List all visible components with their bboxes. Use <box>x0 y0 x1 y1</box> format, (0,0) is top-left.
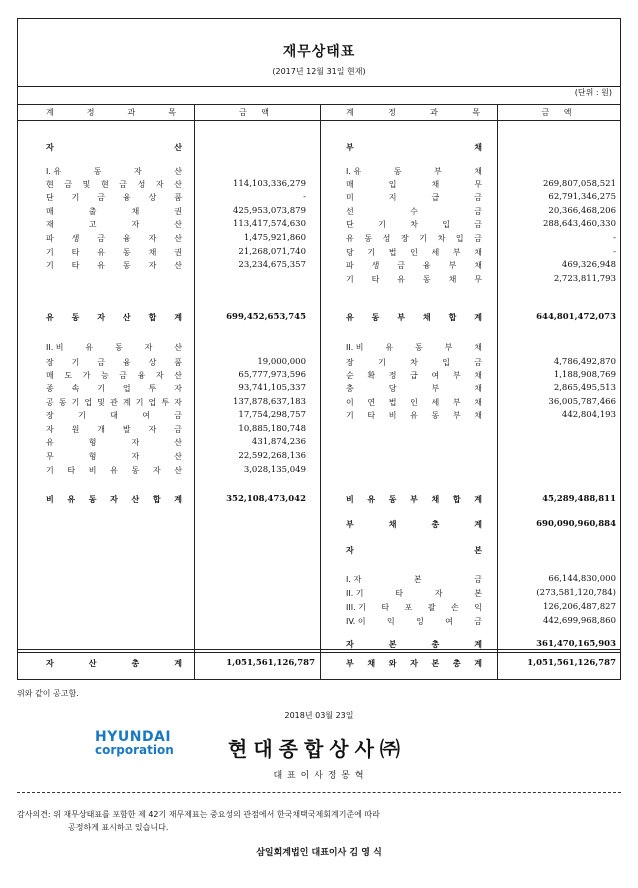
right-account-amount: - <box>613 233 616 243</box>
right-account-amount: 126,206,487,827 <box>542 602 616 612</box>
hyundai-logo: HYUNDAI <box>95 729 172 745</box>
right-account-label: 충 당 부 채 <box>346 384 482 393</box>
dashed-separator <box>17 792 621 793</box>
col-divider-2 <box>320 104 321 680</box>
totals-double-rule <box>18 652 620 653</box>
right-account-label: 매 입 채 무 <box>346 180 482 189</box>
left-account-label: 매 도 가 능 금 융 자 산 <box>46 371 182 380</box>
left-account-amount: - <box>303 192 306 202</box>
left-account-label: 현 금 및 현 금 성 자 산 <box>46 180 182 189</box>
left-account-amount <box>198 142 306 153</box>
left-account-amount: 113,417,574,630 <box>232 219 306 229</box>
right-account-label: 부 채 <box>346 143 482 152</box>
left-account-label: 공 동 기 업 및 관 계 기 업 투 자 <box>46 398 182 407</box>
right-account-label: 부 채 총 계 <box>346 520 482 529</box>
right-account-label: 자 본 <box>346 546 482 555</box>
left-account-label: 무 형 자 산 <box>46 452 182 461</box>
right-account-amount: 288,643,460,330 <box>542 219 616 229</box>
left-account-label: II. 비 유 동 자 산 <box>46 343 182 352</box>
right-account-amount: 45,289,488,811 <box>542 494 616 504</box>
right-account-label: 선 수 금 <box>346 207 482 216</box>
notice-date: 2018년 03월 23일 <box>284 711 354 720</box>
right-account-label: II. 기 타 자 본 <box>346 589 482 598</box>
left-account-label: 장 기 금 융 상 품 <box>46 358 182 367</box>
right-account-label: 유 동 부 채 합 계 <box>346 313 482 322</box>
right-account-label: II. 비 유 동 부 채 <box>346 343 482 352</box>
right-account-amount: 1,188,908,769 <box>553 370 616 380</box>
document-title: 재무상태표 <box>282 44 356 60</box>
auditor-name: 삼일회계법인 대표이사 김 영 식 <box>256 848 382 858</box>
left-account-label: 단 기 금 융 상 품 <box>46 193 182 202</box>
left-account-label: 자 산 <box>46 143 182 152</box>
left-account-label: 매 출 채 권 <box>46 207 182 216</box>
right-account-label: 유 동 성 장 기 차 입 금 <box>346 234 482 243</box>
left-account-label: 파 생 금 융 자 산 <box>46 234 182 243</box>
unit-note: (단위 : 원) <box>574 88 612 97</box>
right-account-label: I. 유 동 부 채 <box>346 167 482 176</box>
left-account-amount: 10,885,180,748 <box>238 424 306 434</box>
total-assets-amount: 1,051,561,126,787 <box>226 658 315 668</box>
right-account-amount: 4,786,492,870 <box>553 357 616 367</box>
right-account-amount: 361,470,165,903 <box>536 639 616 649</box>
left-account-amount: 352,108,473,042 <box>226 494 306 504</box>
header-account-left: 계 정 과 목 <box>46 108 176 117</box>
left-account-label: 자 원 개 발 자 금 <box>46 425 182 434</box>
corporation-logo: corporation <box>95 743 174 757</box>
left-account-label: 기 타 유 동 자 산 <box>46 261 182 270</box>
left-account-amount: 425,953,073,879 <box>232 206 306 216</box>
left-account-amount: 93,741,105,337 <box>238 383 306 393</box>
right-account-label: III. 기 타 포 괄 손 익 <box>346 603 482 612</box>
left-account-amount: 137,878,637,183 <box>232 397 306 407</box>
right-account-amount: 269,807,058,521 <box>542 179 616 189</box>
left-account-amount: 19,000,000 <box>257 357 306 367</box>
left-account-label: 기 타 비 유 동 자 산 <box>46 466 182 475</box>
notice-text: 위와 같이 공고함. <box>17 689 79 698</box>
right-account-label: 단 기 차 입 금 <box>346 220 482 229</box>
right-account-label: 미 지 급 금 <box>346 193 482 202</box>
col-divider-3 <box>497 104 498 680</box>
right-account-label: 당 기 법 인 세 부 채 <box>346 248 482 257</box>
right-account-amount: 690,090,960,884 <box>536 519 616 529</box>
right-account-label: 기 타 유 동 채 무 <box>346 275 482 284</box>
right-account-label: 이 연 법 인 세 부 채 <box>346 398 482 407</box>
left-account-amount: 22,592,268,136 <box>238 451 306 461</box>
total-liab-equity-amount: 1,051,561,126,787 <box>527 658 616 668</box>
title-divider <box>18 86 620 87</box>
left-account-amount: 1,475,921,860 <box>243 233 306 243</box>
left-account-amount: 17,754,298,757 <box>238 410 306 420</box>
right-account-label: I. 자 본 금 <box>346 575 482 584</box>
ceo-name: 대 표 이 사 정 몽 혁 <box>273 771 365 781</box>
left-account-amount: 65,777,973,596 <box>238 370 306 380</box>
left-account-label: 기 타 유 동 채 권 <box>46 248 182 257</box>
right-account-amount: 644,801,472,073 <box>536 312 616 322</box>
left-account-label: 장 기 대 여 금 <box>46 411 182 420</box>
right-account-amount <box>501 166 616 177</box>
left-account-label: 재 고 자 산 <box>46 220 182 229</box>
header-amount-right: 금 액 <box>541 108 578 117</box>
left-account-amount: 21,268,071,740 <box>238 247 306 257</box>
company-name: 현대종합상사㈜ <box>228 737 406 761</box>
right-account-amount: 2,865,495,513 <box>553 383 616 393</box>
right-account-amount: - <box>613 247 616 257</box>
right-account-amount <box>501 342 616 353</box>
left-account-label: 유 형 자 산 <box>46 438 182 447</box>
total-liab-equity-label: 부 채 와 자 본 총 계 <box>346 659 482 668</box>
right-account-label: 기 타 비 유 동 부 채 <box>346 411 482 420</box>
header-amount-left: 금 액 <box>239 108 275 117</box>
right-account-amount: 36,005,787,466 <box>548 397 616 407</box>
as-of-date: (2017년 12월 31일 현재) <box>272 67 366 76</box>
right-account-amount: 2,723,811,793 <box>553 274 616 284</box>
left-account-amount: 431,874,236 <box>251 437 306 447</box>
left-account-label: 종 속 기 업 투 자 <box>46 384 182 393</box>
right-account-amount <box>501 142 616 153</box>
right-account-amount: 66,144,830,000 <box>548 574 616 584</box>
right-account-amount: 62,791,346,275 <box>548 192 616 202</box>
right-account-label: 파 생 금 융 부 채 <box>346 261 482 270</box>
left-account-amount: 114,103,336,279 <box>232 179 306 189</box>
left-account-amount: 3,028,135,049 <box>243 465 306 475</box>
right-account-label: 자 본 총 계 <box>346 640 482 649</box>
left-account-label: 유 동 자 산 합 계 <box>46 313 182 322</box>
left-account-amount: 23,234,675,357 <box>238 260 306 270</box>
right-account-label: 장 기 차 입 금 <box>346 358 482 367</box>
left-account-label: 비 유 동 자 산 합 계 <box>46 495 182 504</box>
header-account-right: 계 정 과 목 <box>346 108 480 117</box>
statement-frame <box>17 18 621 680</box>
audit-opinion-line1: 감사의견: 위 재무상태표를 포함한 제 42기 재무제표는 중요성의 관점에서 한국채택국제회계기준에 따라 <box>17 810 380 819</box>
left-account-label: I. 유 동 자 산 <box>46 167 182 176</box>
right-account-amount: 442,804,193 <box>561 410 616 420</box>
right-account-amount: 20,366,468,206 <box>548 206 616 216</box>
right-account-label: 순 확 정 급 여 부 채 <box>346 371 482 380</box>
col-divider-1 <box>194 104 195 680</box>
left-account-amount: 699,452,653,745 <box>226 312 306 322</box>
right-account-amount: 442,699,968,860 <box>542 616 616 626</box>
right-account-amount: (273,581,120,784) <box>536 588 616 598</box>
left-account-amount <box>198 166 306 177</box>
right-account-amount <box>501 545 616 556</box>
right-account-label: IV. 이 익 잉 여 금 <box>346 617 482 626</box>
left-account-amount <box>198 342 306 353</box>
audit-opinion-line2: 공정하게 표시하고 있습니다. <box>68 823 169 832</box>
total-assets-label: 자 산 총 계 <box>46 659 182 668</box>
right-account-label: 비 유 동 부 채 합 계 <box>346 495 482 504</box>
right-account-amount: 469,326,948 <box>561 260 616 270</box>
